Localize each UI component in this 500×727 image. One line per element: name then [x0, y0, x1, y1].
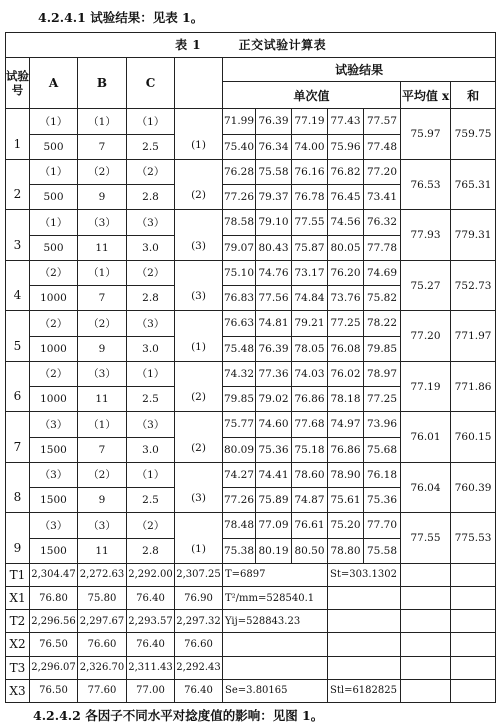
summary-value: 76.40 — [175, 679, 223, 702]
summary-value: 76.60 — [78, 633, 127, 656]
single-value: 75.36 — [364, 488, 401, 513]
summary-note — [328, 633, 401, 656]
single-value: 75.68 — [364, 437, 401, 462]
single-value: 76.86 — [328, 437, 364, 462]
single-value: 75.58 — [256, 159, 292, 184]
header-c: C — [127, 57, 175, 109]
sum-value: 760.15 — [451, 412, 496, 463]
single-value: 73.96 — [364, 412, 401, 437]
summary-value: 77.00 — [127, 679, 175, 702]
single-value: 77.25 — [364, 387, 401, 412]
section-heading-4242: 4.2.4.2 各因子不同水平对捻度值的影响：见图 1。 — [33, 708, 324, 723]
summary-value: 2,311.43 — [127, 656, 175, 679]
single-value: 76.08 — [328, 336, 364, 361]
single-value: 80.05 — [328, 235, 364, 260]
single-value: 76.02 — [328, 361, 364, 386]
single-value: 78.05 — [292, 336, 328, 361]
single-value: 76.28 — [223, 159, 256, 184]
summary-label: T1 — [6, 563, 30, 586]
single-value: 79.02 — [256, 387, 292, 412]
table-row — [6, 361, 496, 386]
summary-note: T=6897 — [223, 563, 328, 586]
table-row — [6, 513, 496, 538]
single-value: 76.82 — [328, 159, 364, 184]
summary-note: Se=3.80165 — [223, 679, 328, 702]
single-value: 76.16 — [292, 159, 328, 184]
factor-c-level: （1） — [127, 109, 175, 134]
single-value: 74.97 — [328, 412, 364, 437]
single-value: 79.37 — [256, 185, 292, 210]
factor-a-level: （2） — [30, 260, 78, 285]
factor-a-value: 500 — [30, 235, 78, 260]
single-value: 77.48 — [364, 134, 401, 159]
factor-b-value: 11 — [78, 235, 127, 260]
table-caption: 表 1 正交试验计算表 — [6, 33, 496, 58]
single-value: 77.68 — [292, 412, 328, 437]
factor-b-value: 9 — [78, 488, 127, 513]
single-value: 80.43 — [256, 235, 292, 260]
single-value: 76.61 — [292, 513, 328, 538]
summary-value: 2,304.47 — [30, 563, 78, 586]
factor-d-level: (2) — [175, 159, 223, 210]
summary-value: 77.60 — [78, 679, 127, 702]
single-value: 76.32 — [364, 210, 401, 235]
section-heading-4241: 4.2.4.1 试验结果：见表 1。 — [38, 10, 204, 25]
summary-empty — [401, 610, 451, 633]
single-value: 74.03 — [292, 361, 328, 386]
summary-empty — [451, 679, 496, 702]
factor-a-level: （3） — [30, 513, 78, 538]
single-value: 76.34 — [256, 134, 292, 159]
summary-empty — [451, 656, 496, 679]
trial-number: 4 — [6, 260, 30, 311]
summary-row — [6, 656, 496, 679]
single-value: 76.78 — [292, 185, 328, 210]
single-value: 79.21 — [292, 311, 328, 336]
factor-c-value: 2.5 — [127, 488, 175, 513]
single-value: 77.36 — [256, 361, 292, 386]
factor-b-level: （3） — [78, 210, 127, 235]
summary-value: 2,297.32 — [175, 610, 223, 633]
summary-value: 76.90 — [175, 586, 223, 609]
factor-a-level: （1） — [30, 210, 78, 235]
factor-c-value: 2.8 — [127, 286, 175, 311]
single-value: 73.41 — [364, 185, 401, 210]
single-value: 79.85 — [223, 387, 256, 412]
single-value: 75.77 — [223, 412, 256, 437]
single-value: 78.48 — [223, 513, 256, 538]
summary-value: 2,296.07 — [30, 656, 78, 679]
single-value: 77.43 — [328, 109, 364, 134]
summary-note: T²/mm=528540.1 — [223, 586, 328, 609]
factor-b-value: 7 — [78, 286, 127, 311]
factor-b-level: （2） — [78, 159, 127, 184]
summary-note — [328, 586, 401, 609]
summary-note: Yij=528843.23 — [223, 610, 328, 633]
average-value: 77.20 — [401, 311, 451, 362]
factor-a-value: 1500 — [30, 538, 78, 563]
factor-a-value: 500 — [30, 185, 78, 210]
factor-c-level: （1） — [127, 361, 175, 386]
factor-c-level: （3） — [127, 311, 175, 336]
trial-number: 3 — [6, 210, 30, 261]
trial-number: 2 — [6, 159, 30, 210]
summary-label: T2 — [6, 610, 30, 633]
sum-value: 759.75 — [451, 109, 496, 160]
factor-b-level: （2） — [78, 462, 127, 487]
factor-b-level: （3） — [78, 513, 127, 538]
summary-empty — [451, 610, 496, 633]
factor-a-level: （3） — [30, 462, 78, 487]
summary-row — [6, 679, 496, 702]
single-value: 75.40 — [223, 134, 256, 159]
trial-number: 5 — [6, 311, 30, 362]
single-value: 77.25 — [328, 311, 364, 336]
sum-value: 760.39 — [451, 462, 496, 513]
single-value: 77.55 — [292, 210, 328, 235]
sum-value: 765.31 — [451, 159, 496, 210]
trial-number: 9 — [6, 513, 30, 564]
single-value: 78.22 — [364, 311, 401, 336]
single-value: 77.20 — [364, 159, 401, 184]
average-value: 75.27 — [401, 260, 451, 311]
sum-value: 775.53 — [451, 513, 496, 564]
single-value: 75.96 — [328, 134, 364, 159]
single-value: 77.26 — [223, 488, 256, 513]
factor-d-level: (3) — [175, 210, 223, 261]
average-value: 76.04 — [401, 462, 451, 513]
summary-value: 2,292.43 — [175, 656, 223, 679]
single-value: 78.58 — [223, 210, 256, 235]
header-average: 平均值 x — [401, 82, 451, 109]
single-value: 78.80 — [328, 538, 364, 563]
single-value: 79.85 — [364, 336, 401, 361]
header-a: A — [30, 57, 78, 109]
factor-a-value: 1000 — [30, 286, 78, 311]
factor-d-level: (1) — [175, 109, 223, 160]
single-value: 75.36 — [256, 437, 292, 462]
summary-value: 76.50 — [30, 679, 78, 702]
factor-b-level: （1） — [78, 109, 127, 134]
factor-b-value: 11 — [78, 387, 127, 412]
summary-label: T3 — [6, 656, 30, 679]
summary-value: 76.40 — [127, 586, 175, 609]
summary-note: Stl=6182825 — [328, 679, 401, 702]
single-value: 75.89 — [256, 488, 292, 513]
single-value: 76.83 — [223, 286, 256, 311]
summary-value: 2,307.25 — [175, 563, 223, 586]
summary-empty — [401, 586, 451, 609]
single-value: 79.07 — [223, 235, 256, 260]
factor-b-value: 9 — [78, 185, 127, 210]
single-value: 78.60 — [292, 462, 328, 487]
single-value: 71.99 — [223, 109, 256, 134]
single-value: 80.19 — [256, 538, 292, 563]
table-row — [6, 412, 496, 437]
single-value: 73.17 — [292, 260, 328, 285]
header-b: B — [78, 57, 127, 109]
summary-value: 2,293.57 — [127, 610, 175, 633]
single-value: 77.78 — [364, 235, 401, 260]
factor-b-value: 11 — [78, 538, 127, 563]
table-row — [6, 159, 496, 184]
single-value: 75.87 — [292, 235, 328, 260]
factor-a-value: 1000 — [30, 336, 78, 361]
summary-value: 2,297.67 — [78, 610, 127, 633]
single-value: 74.81 — [256, 311, 292, 336]
trial-number: 7 — [6, 412, 30, 463]
single-value: 75.38 — [223, 538, 256, 563]
summary-note: St=303.1302 — [328, 563, 401, 586]
single-value: 75.18 — [292, 437, 328, 462]
summary-note — [328, 656, 401, 679]
summary-value: 76.50 — [30, 633, 78, 656]
header-trial-no: 试验号 — [6, 57, 30, 109]
single-value: 73.76 — [328, 286, 364, 311]
average-value: 75.97 — [401, 109, 451, 160]
single-value: 75.20 — [328, 513, 364, 538]
single-value: 74.87 — [292, 488, 328, 513]
factor-c-value: 2.8 — [127, 185, 175, 210]
factor-d-level: (1) — [175, 513, 223, 564]
orthogonal-test-table — [5, 32, 496, 703]
average-value: 77.93 — [401, 210, 451, 261]
factor-c-value: 2.5 — [127, 387, 175, 412]
factor-c-level: （3） — [127, 412, 175, 437]
summary-empty — [401, 563, 451, 586]
single-value: 74.84 — [292, 286, 328, 311]
summary-empty — [401, 633, 451, 656]
trial-number: 8 — [6, 462, 30, 513]
factor-d-level: (2) — [175, 412, 223, 463]
summary-value: 2,296.56 — [30, 610, 78, 633]
factor-b-level: （1） — [78, 412, 127, 437]
factor-a-level: （1） — [30, 159, 78, 184]
single-value: 78.97 — [364, 361, 401, 386]
sum-value: 771.86 — [451, 361, 496, 412]
header-sum: 和 — [451, 82, 496, 109]
factor-b-level: （1） — [78, 260, 127, 285]
single-value: 74.27 — [223, 462, 256, 487]
trial-number: 1 — [6, 109, 30, 160]
single-value: 75.10 — [223, 260, 256, 285]
single-value: 74.41 — [256, 462, 292, 487]
factor-b-value: 7 — [78, 134, 127, 159]
factor-b-level: （2） — [78, 311, 127, 336]
single-value: 76.45 — [328, 185, 364, 210]
summary-label: X2 — [6, 633, 30, 656]
summary-empty — [451, 586, 496, 609]
table-row — [6, 462, 496, 487]
sum-value: 779.31 — [451, 210, 496, 261]
factor-d-level: (2) — [175, 361, 223, 412]
single-value: 76.20 — [328, 260, 364, 285]
factor-c-level: （2） — [127, 260, 175, 285]
summary-label: X1 — [6, 586, 30, 609]
summary-value: 2,292.00 — [127, 563, 175, 586]
single-value: 74.32 — [223, 361, 256, 386]
summary-empty — [401, 679, 451, 702]
single-value: 76.18 — [364, 462, 401, 487]
header-results: 试验结果 — [223, 57, 496, 82]
summary-row — [6, 633, 496, 656]
factor-a-value: 1500 — [30, 437, 78, 462]
factor-d-level: (3) — [175, 462, 223, 513]
factor-c-value: 3.0 — [127, 336, 175, 361]
sum-value: 771.97 — [451, 311, 496, 362]
single-value: 80.50 — [292, 538, 328, 563]
average-value: 76.53 — [401, 159, 451, 210]
factor-a-value: 1500 — [30, 488, 78, 513]
summary-value: 75.80 — [78, 586, 127, 609]
sum-value: 752.73 — [451, 260, 496, 311]
single-value: 77.09 — [256, 513, 292, 538]
summary-empty — [451, 633, 496, 656]
trial-number: 6 — [6, 361, 30, 412]
summary-empty — [401, 656, 451, 679]
summary-row — [6, 586, 496, 609]
factor-a-level: （2） — [30, 361, 78, 386]
summary-note — [328, 610, 401, 633]
factor-a-value: 1000 — [30, 387, 78, 412]
factor-c-level: （2） — [127, 513, 175, 538]
single-value: 77.70 — [364, 513, 401, 538]
factor-c-value: 3.0 — [127, 437, 175, 462]
summary-value: 76.40 — [127, 633, 175, 656]
single-value: 79.10 — [256, 210, 292, 235]
summary-row — [6, 610, 496, 633]
single-value: 74.69 — [364, 260, 401, 285]
single-value: 74.60 — [256, 412, 292, 437]
single-value: 76.86 — [292, 387, 328, 412]
factor-c-level: （1） — [127, 462, 175, 487]
table-row — [6, 260, 496, 285]
average-value: 77.19 — [401, 361, 451, 412]
summary-value: 76.80 — [30, 586, 78, 609]
factor-a-level: （2） — [30, 311, 78, 336]
factor-b-value: 9 — [78, 336, 127, 361]
factor-c-value: 2.8 — [127, 538, 175, 563]
single-value: 75.61 — [328, 488, 364, 513]
summary-value: 76.60 — [175, 633, 223, 656]
single-value: 74.56 — [328, 210, 364, 235]
factor-a-value: 500 — [30, 134, 78, 159]
summary-value: 2,272.63 — [78, 563, 127, 586]
table-row — [6, 311, 496, 336]
factor-d-level: (3) — [175, 260, 223, 311]
single-value: 78.18 — [328, 387, 364, 412]
single-value: 76.63 — [223, 311, 256, 336]
single-value: 78.90 — [328, 462, 364, 487]
single-value: 80.09 — [223, 437, 256, 462]
factor-c-level: （3） — [127, 210, 175, 235]
single-value: 77.26 — [223, 185, 256, 210]
factor-b-level: （3） — [78, 361, 127, 386]
header-blank — [175, 57, 223, 109]
summary-row — [6, 563, 496, 586]
factor-d-level: (1) — [175, 311, 223, 362]
factor-c-value: 3.0 — [127, 235, 175, 260]
average-value: 76.01 — [401, 412, 451, 463]
summary-note — [223, 633, 328, 656]
header-single-value: 单次值 — [223, 82, 401, 109]
single-value: 74.00 — [292, 134, 328, 159]
factor-c-level: （2） — [127, 159, 175, 184]
factor-a-level: （3） — [30, 412, 78, 437]
factor-a-level: （1） — [30, 109, 78, 134]
summary-label: X3 — [6, 679, 30, 702]
single-value: 77.19 — [292, 109, 328, 134]
table-row — [6, 210, 496, 235]
single-value: 77.57 — [364, 109, 401, 134]
summary-note — [223, 656, 328, 679]
summary-empty — [451, 563, 496, 586]
single-value: 76.39 — [256, 109, 292, 134]
summary-value: 2,326.70 — [78, 656, 127, 679]
factor-b-value: 7 — [78, 437, 127, 462]
single-value: 76.39 — [256, 336, 292, 361]
average-value: 77.55 — [401, 513, 451, 564]
single-value: 75.58 — [364, 538, 401, 563]
factor-c-value: 2.5 — [127, 134, 175, 159]
single-value: 74.76 — [256, 260, 292, 285]
single-value: 77.56 — [256, 286, 292, 311]
single-value: 75.82 — [364, 286, 401, 311]
table-row — [6, 109, 496, 134]
single-value: 75.48 — [223, 336, 256, 361]
